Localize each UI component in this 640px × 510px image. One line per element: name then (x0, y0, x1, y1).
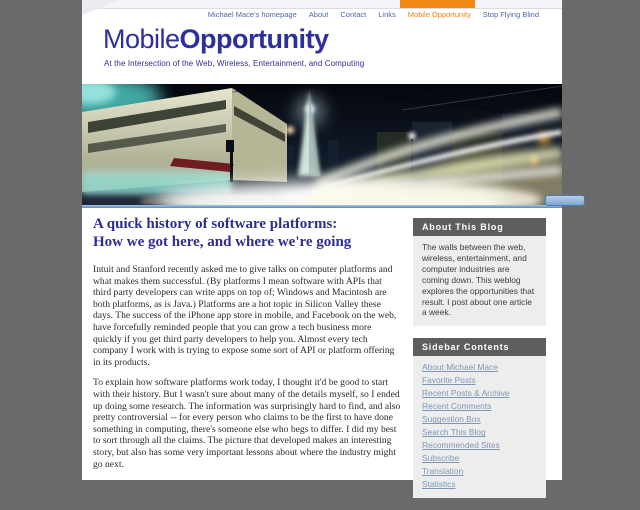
post-body (93, 264, 401, 470)
nav-link-homepage[interactable]: Michael Mace's homepage (207, 10, 297, 19)
sidebar-link-translation[interactable]: Translation (422, 466, 464, 477)
site-logo[interactable] (103, 25, 329, 53)
about-module (413, 218, 546, 326)
sidebar-link-search-this-blog[interactable]: Search This Blog (422, 427, 486, 438)
main-nav (208, 10, 539, 19)
active-tab-indicator (400, 0, 475, 8)
scrollbar-thumb[interactable] (545, 195, 585, 206)
sidebar-contents-module (413, 338, 546, 498)
about-module-body: The walls between the web, wireless, entertainment, and computer industries are coming down. This weblog explores the opportunities that result. I post about one article a week. (413, 236, 546, 326)
sidebar-link-favorite-posts[interactable]: Favorite Posts (422, 375, 476, 386)
about-module-header: About This Blog (413, 218, 546, 236)
sidebar-link-suggestion-box[interactable]: Suggestion Box (422, 414, 481, 425)
post-paragraph: To explain how software platforms work today, I thought it'd be good to start with their history. But I wasn't sure about many of the details myself, so I ended up doing some research. The information was surprisingly hard to find, and also pretty controversial -- for every person who claims to be the first to have done something in computing, there's someone else who begs to differ. I did my best to sort through all the claims. The picture that developed makes an interesting story, but also has some very important lessons about where the industry might go next. (93, 377, 401, 470)
page (82, 0, 562, 490)
sidebar-link-subscribe[interactable]: Subscribe (422, 453, 460, 464)
nav-link-about[interactable]: About (308, 10, 329, 19)
sidebar-link-about-michael-mace[interactable]: About Michael Mace (422, 362, 498, 373)
sidebar-link-recommended-sites[interactable]: Recommended Sites (422, 440, 500, 451)
corner-fold-decoration (82, 0, 120, 15)
sidebar-contents-header: Sidebar Contents (413, 338, 546, 356)
nav-link-contact[interactable]: Contact (340, 10, 367, 19)
nav-link-stop-flying-blind[interactable]: Stop Flying Blind (482, 10, 539, 19)
nav-link-links[interactable]: Links (378, 10, 396, 19)
site-logo-light: Mobile (103, 24, 180, 54)
sidebar-contents-links (413, 356, 546, 498)
post-title-line-1: A quick history of software platforms: (93, 216, 338, 232)
site-logo-bold: Opportunity (179, 24, 329, 54)
city-night-illustration (82, 84, 562, 205)
sidebar-link-statistics[interactable]: Statistics (422, 479, 456, 490)
sidebar-link-recent-comments[interactable]: Recent Comments (422, 401, 492, 412)
post-area (93, 216, 401, 479)
sidebar-link-recent-posts-archive[interactable]: Recent Posts & Archive (422, 388, 510, 399)
post-title-line-2: How we got here, and where we're going (93, 233, 352, 250)
top-strip (82, 0, 562, 9)
banner-photo (82, 84, 562, 205)
post-title (93, 216, 401, 251)
site-tagline: At the Intersection of the Web, Wireless, Entertainment, and Computing (104, 59, 365, 68)
sidebar (413, 218, 546, 510)
banner-bottom-bar (82, 205, 562, 208)
nav-link-mobile-opportunity[interactable]: Mobile Opportunity (407, 10, 471, 19)
post-paragraph: Intuit and Stanford recently asked me to give talks on computer platforms and what makes them successful. (By platforms I mean software with APIs that third party developers can write apps on top of; Windows and Macintosh are both platforms, as is Java.) Platforms are a hot topic in Silicon Valley these days. The success of the iPhone app store in mobile, and Facebook on the web, have forcefully reminded people that you can grow a tech business more quickly if you get third party developers to help you. Almost every tech company I work with is trying to expose some sort of API or platform offering in its products. (93, 264, 397, 368)
